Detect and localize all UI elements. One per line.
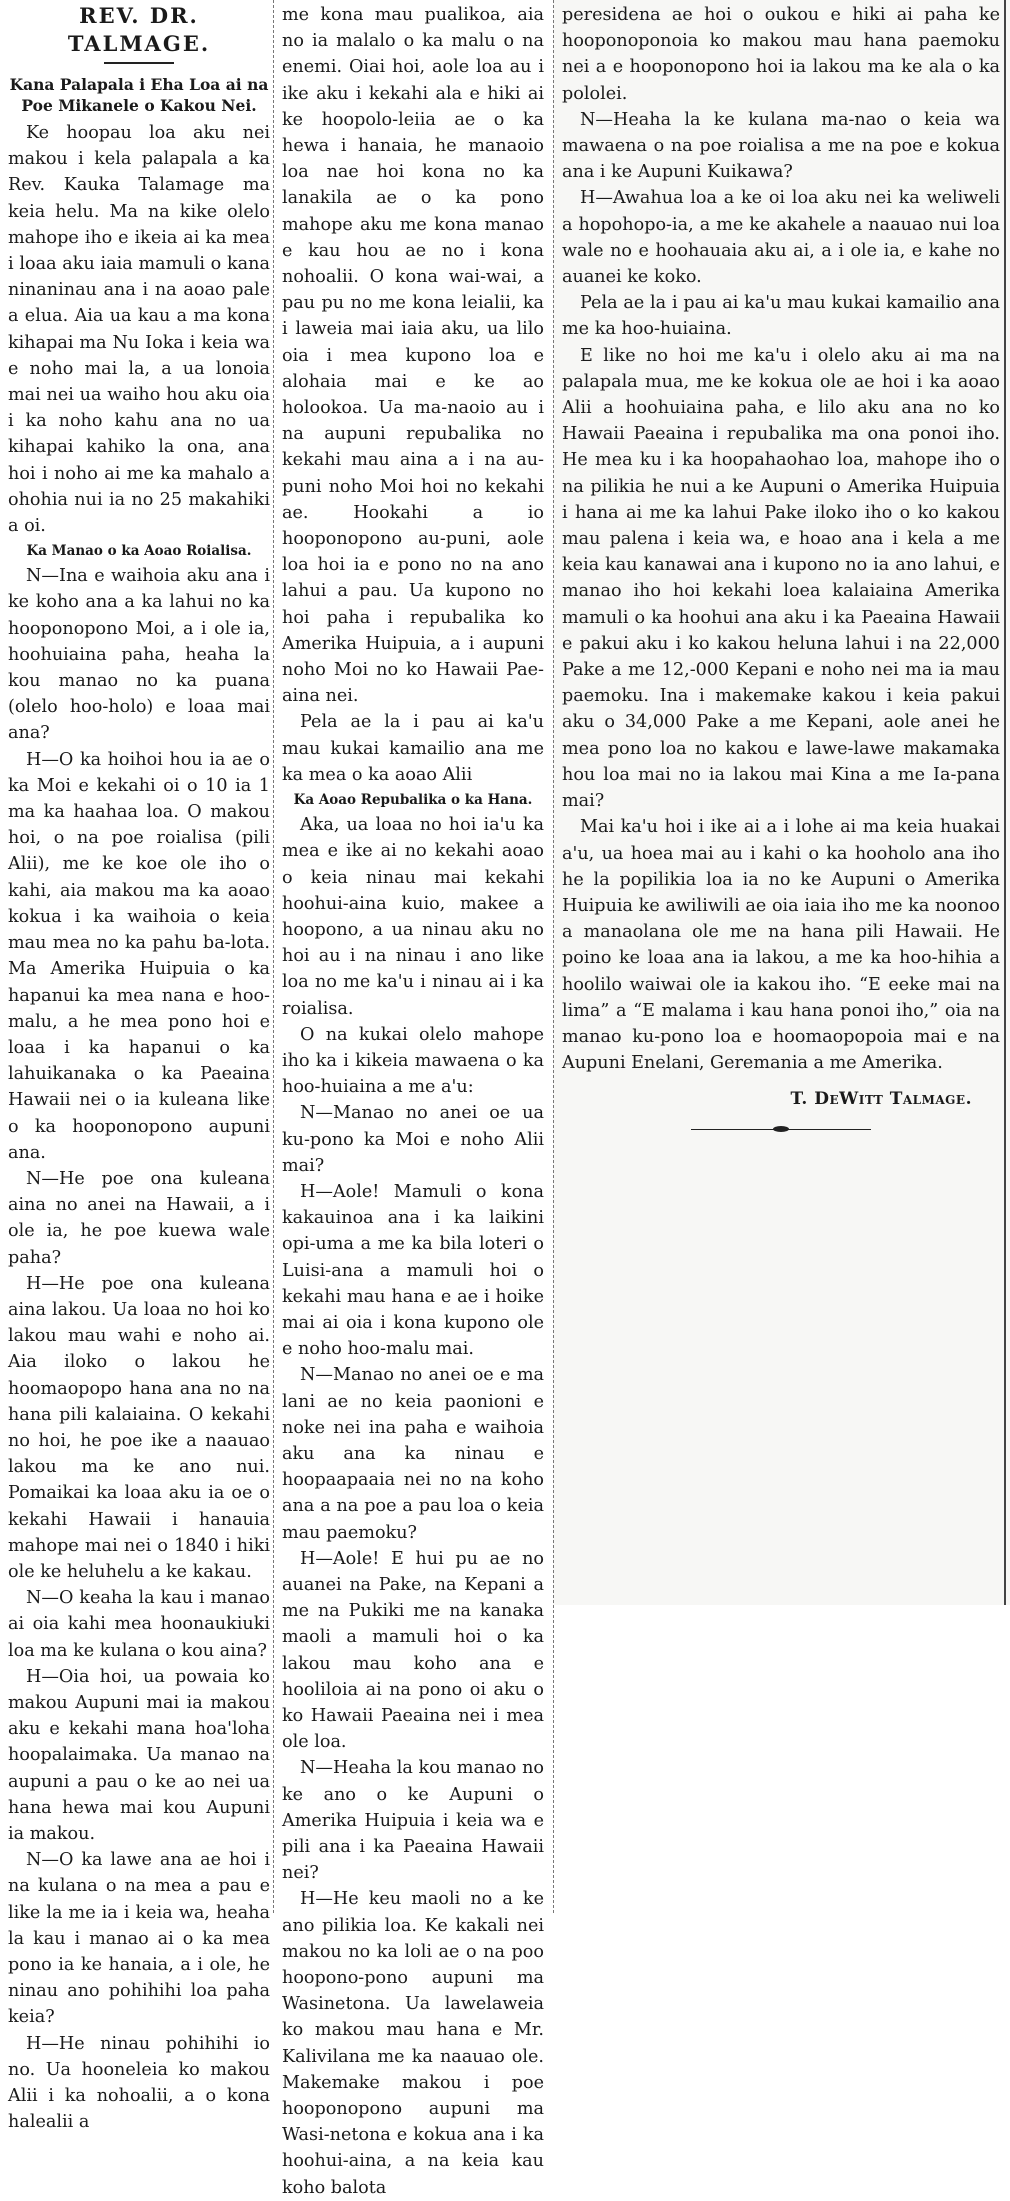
paragraph: H—He poe ona kuleana aina lakou. Ua loaa no hoi ko lakou mau wahi e noho ai. Aia iloko o lakou he hoomaopopo hana ana no na hana pili kalaiaina. O kekahi no hoi, he poe ike a naauao lakou ma ke ano nui. Pomaikai ka loaa aku ia oe o kekahi Hawaii i hanauia mahope mai nei o 1840 i hiki ole ke heluhelu a ke kakau. (8, 1273, 270, 1582)
paragraph: H—He keu maoli no a ke ano pilikia loa. Ke kakali nei makou no ka loli ae o na poo hoopono-pono aupuni ma Wasinetona. Ua lawelaweia ko makou mau hana e Mr. Kalivilana me ka naauao ole. Makemake makou i poe hooponopono aupuni ma Wasi-netona e kokua ana i ka hoohui-aina, a na keia kau koho balota (282, 1889, 544, 2198)
paragraph: E like no hoi me ka'u i olelo aku ai ma na palapala mua, me ke kokua ole ae hoi i ka aoao Alii a hoohuiaina paha, e lilo aku ana no ko Hawaii Paeaina i repubalika ma ona ponoi iho. He mea ku i ka hoopahaohao loa, mahope iho o na pilikia he nui a ke Aupuni o Amerika Huipuia i hana ai me ka lahui Pake iloko iho o ko kakou mau palena i keia wa, e hoao ana i kela a me keia kau kanawai ana i kupono no ia ano lahui, e manao iho hoi kekahi loea kalaiaina Amerika mamuli o ka hoohui ana aku i ka Paeaina Hawaii e pakui aku i ko kakou heluna lahui i na 22,000 Pake a me 12,-000 Kepani e noho nei ma ia mau paemoku. Ina i makemake kakou i keia pakui aku o 34,000 Pake a me Kepani, aole anei he mea pono loa no kakou e lawe-lawe makamaka hou loa mai no ia lakou mai Kina a me Ia-pana mai? (562, 345, 1000, 812)
paragraph: Pela ae la i pau ai ka'u mau kukai kamailio ana me ka mea o ka aoao Alii (282, 712, 544, 785)
paragraph: H—He ninau pohihihi io no. Ua hooneleia ko makou Alii i ka nohoalii, a o kona halealii a (8, 2033, 270, 2133)
paragraph: O na kukai olelo mahope iho ka i kikeia mawaena o ka hoo-huiaina a me a'u: (282, 1024, 544, 1098)
headline-rule (104, 62, 174, 64)
paragraph: N—Manao no anei oe ua ku-pono ka Moi e noho Alii mai? (282, 1103, 544, 1176)
paragraph-continued: me kona mau pualikoa, aia no ia malalo o ka malu o na enemi. Oiai hoi, aole loa au i ike aku i kekahi ala e hiki ai ke hoopolo-leiia ae o ka hewa i hanaia, he manaoio loa nae hoi kona no ka lanakila ae o ka pono mahope aku me kona manao e kau hou ae no i kona nohoalii. O kona wai-wai, a pau pu no me kona leialii, ka i laweia mai iaia aku, ua lilo oia i mea kupono loa e alohaia mai e ke ao holookoa. Ua ma-naoio au i na aupuni repubalika no kekahi mau aina a i na au-puni noho Moi hoi no kekahi ae. Hookahi a io hooponopono au-puni, aole loa hoi ia e pono no na ano lahui a pau. Ua kupono no hoi paha i repubalika ko Amerika Huipuia, a i aupuni noho Moi no ko Hawaii Pae-aina nei. (282, 5, 544, 707)
paragraph-continued: peresidena ae hoi o oukou e hiki ai paha ke hooponoponoia ko makou mau hana paemoku nei a e hooponopono hoi ia lakou ma ke ala o ka pololei. (562, 5, 1000, 104)
paragraph: N—Heaha la ke kulana ma-nao o keia wa mawaena o na poe roialisa a me na poe e kokua ana i ke Aupuni Kuikawa? (562, 109, 1000, 183)
paragraph: Mai ka'u hoi i ike ai a i lohe ai ma keia huakai a'u, ua hoea mai au i kahi o ka hooholo ana iho he la popilikia loa ia no ke Aupuni o Amerika Huipuia ke awiliwili ae oia iaia iho me ka noonoo a manaolana ole me na hana pili Hawaii. He poino ke loaa ana ia lakou, a me ka hoo-hihia a hoolilo waiwai ole ia kakou iho. “E eeke mai na lima” a “E malama i kau hana ponoi iho,” oia na manao ku-pono loa e hoomaopopoia mai e na Aupuni Enelani, Geremania a me Amerika. (562, 817, 1000, 1074)
column-1 (8, 2, 270, 2135)
column-3-right-border (1004, 0, 1006, 1605)
column-2 (282, 2, 544, 2201)
paragraph: H—Aole! E hui pu ae no auanei na Pake, na Kepani a me na Pukiki me na kanaka maoli a mamuli hoi o ka lakou mau koho ana e hooliloia ai na pono oi aku o ko Hawaii Paeaina nei i mea ole loa. (282, 1548, 544, 1753)
paragraph: N—Ina e waihoia aku ana i ke koho ana a ka lahui no ka hooponopono Moi, a i ole ia, hoohuiaina paha, heaha la kou manao no ka puana (olelo hoo-holo) e loaa mai ana? (8, 566, 270, 744)
paragraph: N—He poe ona kuleana aina no anei na Hawaii, a i ole ia, he poe kuewa wale paha? (8, 1168, 270, 1268)
article-subheadline: Kana Palapala i Eha Loa ai na Poe Mikanele o Kakou Nei. (9, 75, 269, 115)
section-heading: Ka Aoao Repubalika o ka Hana. (293, 792, 533, 809)
section-heading: Ka Manao o ka Aoao Roialisa. (26, 543, 252, 560)
paragraph: N—Manao no anei oe e ma lani ae no keia paonioni e noke nei ina paha e waihoia aku ana ka ninau e hoopaapaaia nei no na koho ana a na poe a pau loa o keia mau paemoku? (282, 1365, 544, 1543)
end-ornament-rule (691, 1125, 871, 1135)
paragraph: Aka, ua loaa no hoi ia'u ka mea e ike ai no kekahi aoao o keia ninau mai kekahi hoohui-aina kuio, makee a hoopono, a ua ninau aku no hoi au i na ninau i ano like loa no me ka'u i ninau ai i ka roialisa. (282, 815, 544, 1019)
author-signature: T. DeWitt Talmage. (790, 1089, 972, 1110)
paragraph: N—O ka lawe ana ae hoi i na kulana o na mea a pau e like la me ia i keia wa, heaha la kau i manao ai o ka mea pono ia ke hanaia, a i ole, he ninau ano pohihihi loa paha keia? (8, 1850, 270, 2028)
paragraph: H—Awahua loa a ke oi loa aku nei ka weliweli a hopohopo-ia, a me ke akahele a naauao nui loa wale no e hoohauaia aku ai, a i ole ia, e kahe no auanei ke koko. (562, 188, 1000, 288)
paragraph: Pela ae la i pau ai ka'u mau kukai kamailio ana me ka hoo-huiaina. (562, 293, 1000, 340)
column-divider-2 (553, 0, 554, 1913)
article-headline: REV. DR. TALMAGE. (67, 3, 211, 56)
paragraph: H—O ka hoihoi hou ia ae o ka Moi e kekahi oi o 10 ia 1 ma ka haahaa loa. O makou hoi, o na poe roialisa (pili Alii), me ke koe ole iho o kahi, aia makou ma ka aoao kokua i ka waihoia o keia mau mea no ka pahu ba-lota. Ma Amerika Huipuia o ka hapanui ka mea nana e hoo-malu, a he mea pono hoi e loaa i ka hapanui o ka lahuikanaka o ka Paeaina Hawaii nei o ia kuleana like o ka hooponopono aupuni ana. (8, 749, 270, 1163)
paragraph: H—Aole! Mamuli o kona kakauinoa ana i ka laikini opi-uma a me ka bila loteri o Luisi-ana a mamuli hoi o kekahi mau hana e ae i hoike mai ai oia i kona kupono ole e noho hoo-malu mai. (282, 1181, 544, 1360)
ornament-dot (773, 1126, 789, 1132)
column-divider-1 (273, 0, 274, 1913)
paragraph: H—Oia hoi, ua powaia ko makou Aupuni mai ia makou aku e kekahi mana hoa'loha hoopalaimaka. Ua manao na aupuni a pau o ke ao nei ua hana hewa mai kou Aupuni ia makou. (8, 1666, 270, 1844)
column-3 (562, 2, 1000, 1135)
paragraph: N—Heaha la kou manao no ke ano o ke Aupuni o Amerika Huipuia i keia wa e pili ana i ka Paeaina Hawaii nei? (282, 1758, 544, 1884)
paragraph: N—O keaha la kau i manao ai oia kahi mea hoonaukiuki loa ma ke kulana o kou aina? (8, 1588, 270, 1661)
paragraph: Ke hoopau loa aku nei makou i kela palapala a ka Rev. Kauka Talamage ma keia helu. Ma na kike olelo mahope iho e ikeia ai ka mea i loaa aku iaia mamuli o kana ninaninau ana i na aoao pale a elua. Aia ua kau a ma kona kihapai ma Nu Ioka i keia wa e noho mai la, a ua lonoia mai nei ua waiho hou aku oia i ka noho kahu ana no ua kihapai kahiko la ona, ana hoi i noho ai me ka mahalo a ohohia nui ia no 25 makahiki a oi. (8, 123, 270, 537)
